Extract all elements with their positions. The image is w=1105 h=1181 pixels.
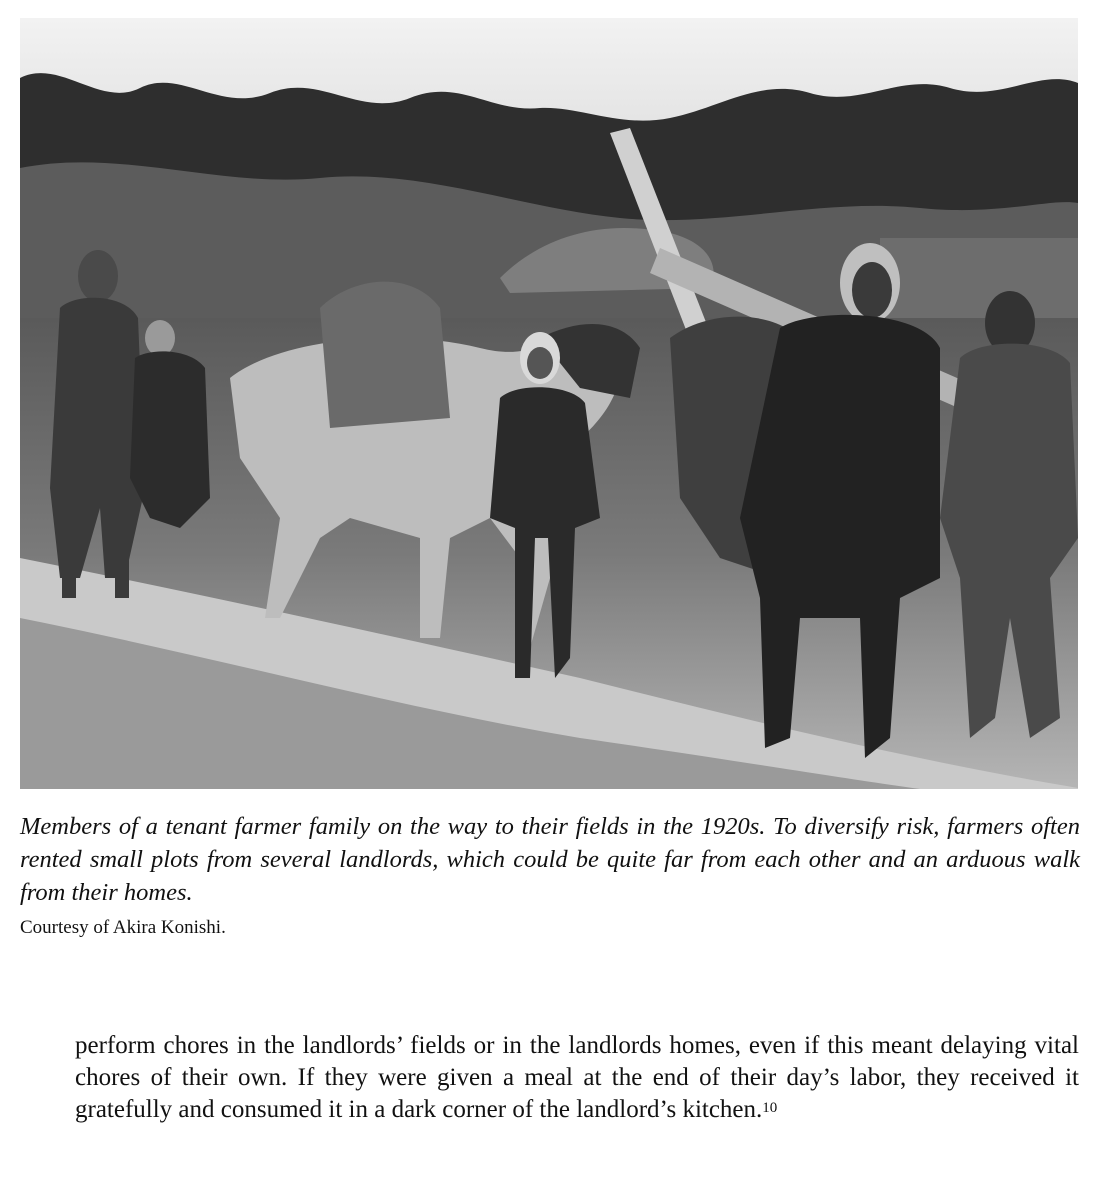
- figure-credit: Courtesy of Akira Konishi.: [20, 917, 226, 938]
- figure-photograph: [20, 18, 1078, 789]
- body-paragraph: [75, 1030, 1079, 1126]
- photo-illustration: [20, 18, 1078, 789]
- footnote-reference[interactable]: 10: [762, 1100, 778, 1116]
- figure-caption: Members of a tenant farmer family on the way to their fields in the 1920s. To diversify risk, farmers often rented small plots from several landlords, which could be quite far from each other and an arduous walk from their homes.: [20, 813, 1080, 906]
- body-paragraph-text: perform chores in the landlords’ fields or in the landlords homes, even if this meant delaying vital chores of their own. If they were given a meal at the end of their day’s labor, they received it gratefully and consumed it in a dark corner of the landlord’s kitchen.: [75, 1032, 1079, 1123]
